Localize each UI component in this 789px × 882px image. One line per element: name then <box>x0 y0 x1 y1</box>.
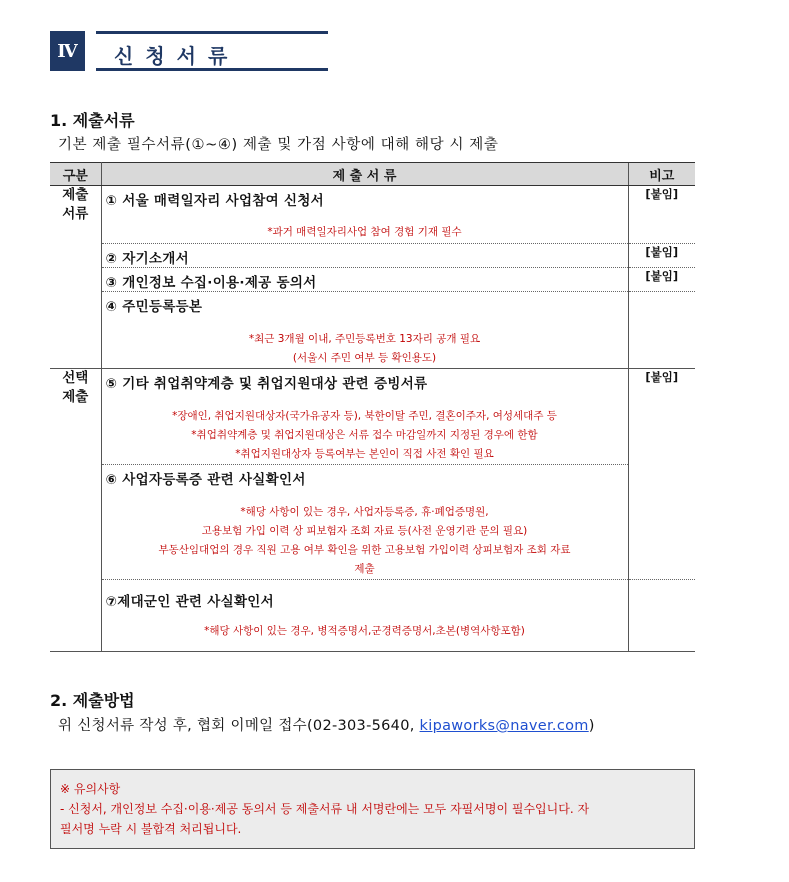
group-optional-line2: 제출 <box>62 389 89 405</box>
remark-attach: [붙임] <box>628 186 695 244</box>
chapter-title: 신청서류 <box>114 44 240 68</box>
group-required-line1: 제출 <box>62 187 89 203</box>
submission-text: 위 신청서류 작성 후, 협회 이메일 접수(02-303-5640, <box>58 718 420 734</box>
email-link[interactable]: kipaworks@naver.com <box>419 718 589 734</box>
doc-title: ④ 주민등록등본 <box>105 299 203 315</box>
doc-title: ③ 개인정보 수집·이용·제공 동의서 <box>105 275 317 291</box>
doc-cell <box>101 465 628 580</box>
table-row <box>50 369 695 465</box>
submission-method <box>58 714 595 735</box>
chapter-number-badge: Ⅳ <box>50 31 85 71</box>
group-required <box>50 186 101 369</box>
notice-line2: 필서명 누락 시 불합격 처리됩니다. <box>60 822 242 836</box>
doc-note: *최근 3개월 이내, 주민등록번호 13자리 공개 필요 <box>248 333 481 345</box>
group-required-line2: 서류 <box>62 206 89 222</box>
table-row <box>50 186 695 244</box>
doc-title: ⑦제대군인 관련 사실확인서 <box>105 594 274 610</box>
notice-title: ※ 유의사항 <box>60 782 121 796</box>
doc-cell <box>101 268 628 292</box>
section2-title: 2. 제출방법 <box>50 691 135 710</box>
chapter-title-frame <box>96 31 328 71</box>
documents-table <box>50 162 695 652</box>
notice-box <box>50 769 695 849</box>
doc-cell <box>101 369 628 465</box>
section1-description: 기본 제출 필수서류(①~④) 제출 및 가점 사항에 대해 해당 시 제출 <box>58 137 499 153</box>
doc-title: ② 자기소개서 <box>105 251 189 267</box>
header-remarks: 비고 <box>628 163 695 186</box>
table-header-row <box>50 163 695 186</box>
doc-note: *해당 사항이 있는 경우, 사업자등록증, 휴·폐업증명원, <box>240 506 489 518</box>
doc-cell <box>101 244 628 268</box>
table-row <box>50 292 695 369</box>
doc-note: *장애인, 취업지원대상자(국가유공자 등), 북한이탈 주민, 결혼이주자, 여성세대주 등 <box>172 410 557 422</box>
table-row <box>50 244 695 268</box>
header-documents: 제 출 서 류 <box>101 163 628 186</box>
table-row <box>50 465 695 580</box>
remark-empty <box>628 292 695 369</box>
notice-line1: - 신청서, 개인정보 수집·이용·제공 동의서 등 제출서류 내 서명란에는 모두 자필서명이 필수입니다. 자 <box>60 802 590 816</box>
doc-note: (서울시 주민 여부 등 확인용도) <box>292 352 437 364</box>
remark-attach: [붙임] <box>628 244 695 268</box>
remark-empty <box>628 580 695 652</box>
doc-note: 부동산임대업의 경우 직원 고용 여부 확인을 위한 고용보험 가입이력 상피보험자 조회 자료 <box>158 544 571 556</box>
section1-title: 1. 제출서류 <box>50 111 135 130</box>
doc-cell <box>101 186 628 244</box>
doc-note: *취업지원대상자 등록여부는 본인이 직접 사전 확인 필요 <box>235 448 494 460</box>
doc-note: *취업취약계층 및 취업지원대상은 서류 접수 마감일까지 지정된 경우에 한함 <box>191 429 538 441</box>
doc-note: 고용보험 가입 이력 상 피보험자 조회 자료 등(사전 운영기관 문의 필요) <box>201 525 528 537</box>
header-category: 구분 <box>50 163 101 186</box>
group-optional-line1: 선택 <box>62 370 89 386</box>
submission-suffix: ) <box>588 718 595 734</box>
doc-cell <box>101 580 628 652</box>
table-row <box>50 268 695 292</box>
doc-title: ① 서울 매력일자리 사업참여 신청서 <box>105 193 325 209</box>
doc-note: 제출 <box>354 563 375 575</box>
group-optional <box>50 369 101 652</box>
remark-attach: [붙임] <box>628 268 695 292</box>
doc-title: ⑥ 사업자등록증 관련 사실확인서 <box>105 472 306 488</box>
doc-note: *과거 매력일자리사업 참여 경험 기재 필수 <box>267 226 462 238</box>
table-row <box>50 580 695 652</box>
doc-title: ⑤ 기타 취업취약계층 및 취업지원대상 관련 증빙서류 <box>105 376 428 392</box>
remark-attach: [붙임] <box>628 369 695 580</box>
doc-cell <box>101 292 628 369</box>
doc-note: *해당 사항이 있는 경우, 병적증명서,군경력증명서,초본(병역사항포함) <box>204 625 525 637</box>
